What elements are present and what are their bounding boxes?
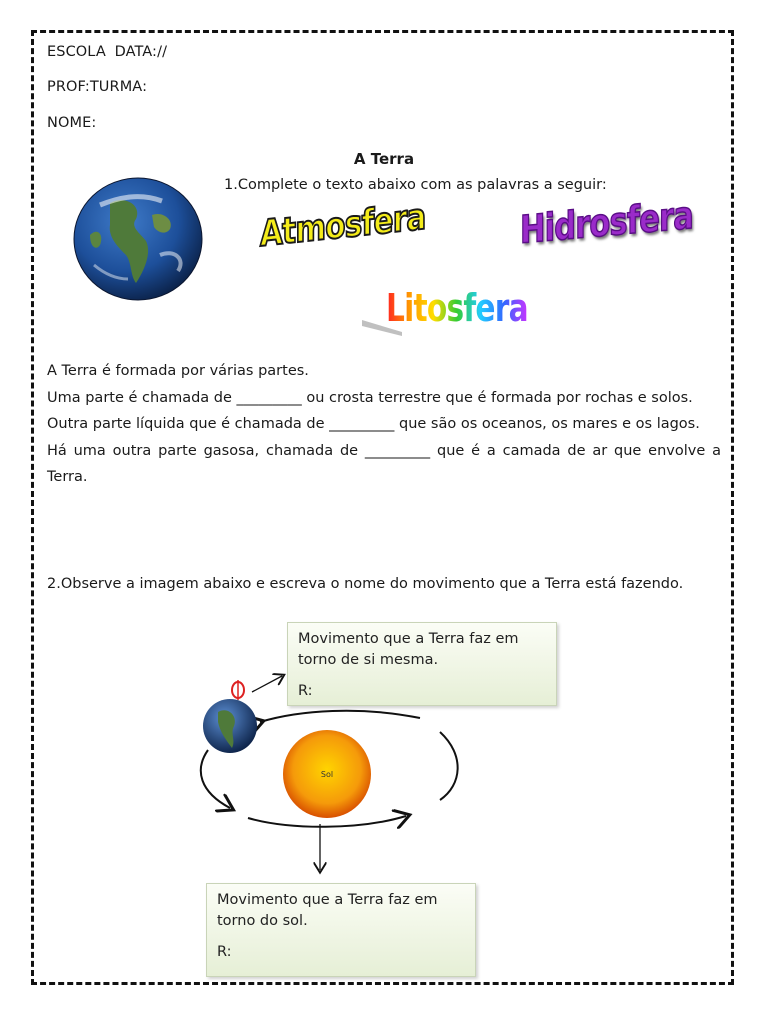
rotation-callout	[287, 622, 557, 706]
translation-callout	[206, 883, 476, 977]
paragraph-line: A Terra é formada por várias partes.	[47, 363, 309, 379]
sun-label: Sol	[320, 770, 334, 779]
word-litosfera: Litosfera	[386, 286, 528, 330]
page-title: A Terra	[353, 150, 415, 168]
word-hidrosfera: Hidrosfera	[520, 192, 693, 252]
header-teacher-row	[47, 79, 147, 95]
name-label: NOME:	[47, 115, 97, 131]
rotation-answer-field[interactable]: R:	[298, 683, 313, 699]
translation-callout-text: Movimento que a Terra faz em torno do sol.	[217, 892, 438, 929]
question2-text: 2.Observe a imagem abaixo e escreva o nome do movimento que a Terra está fazendo.	[47, 576, 684, 592]
word-atmosfera: Atmosfera	[260, 196, 426, 255]
earth-globe-image	[70, 175, 206, 303]
translation-answer-field[interactable]: R:	[217, 944, 232, 960]
question2-instruction	[47, 571, 721, 598]
paragraph-line: Outra parte líquida que é chamada de _________ que são os oceanos, os mares e os lagos.	[47, 416, 700, 432]
teacher-label: PROF:	[47, 79, 90, 95]
rotation-callout-text: Movimento que a Terra faz em torno de si mesma.	[298, 631, 519, 668]
date-label: DATA:	[114, 44, 158, 60]
paragraph-line: Uma parte é chamada de _________ ou crosta terrestre que é formada por rochas e solos.	[47, 389, 693, 406]
school-label: ESCOLA	[47, 44, 106, 60]
litosfera-shadow-icon	[362, 312, 402, 336]
header-school-row: ESCOLA DATA://	[47, 44, 168, 60]
class-label: TURMA:	[89, 79, 148, 95]
paragraph-line: Há uma outra parte gasosa, chamada de _________ que é a camada de ar que envolve a Terra.	[47, 442, 721, 485]
header-name-row	[47, 115, 96, 131]
question1-text	[47, 358, 721, 491]
question1-instruction: 1.Complete o texto abaixo com as palavras a seguir:	[224, 177, 607, 193]
